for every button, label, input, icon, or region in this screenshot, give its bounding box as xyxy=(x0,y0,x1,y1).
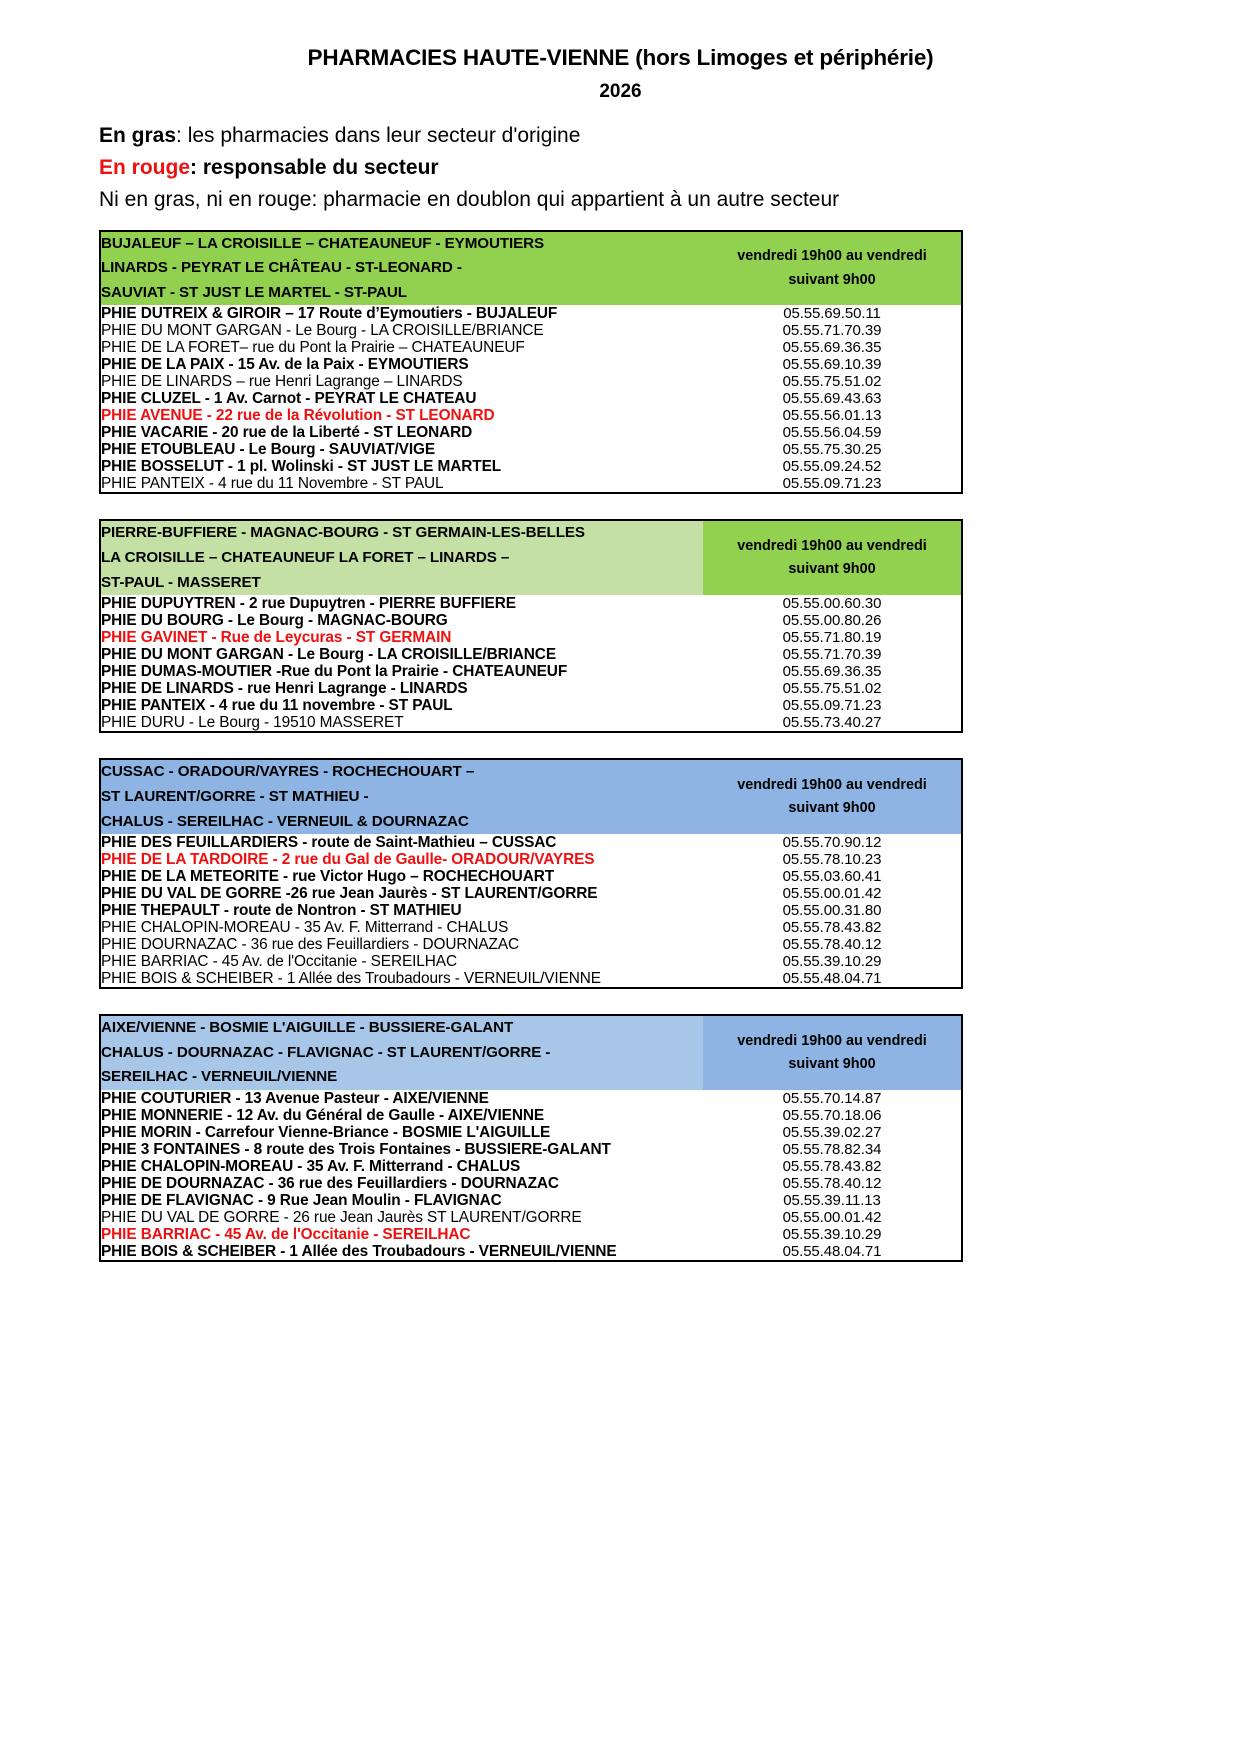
pharmacy-name: PHIE 3 FONTAINES - 8 route des Trois Fontaines - BUSSIERE-GALANT xyxy=(101,1140,611,1158)
sector-header-line: LA CROISILLE – CHATEAUNEUF LA FORET – LINARDS – xyxy=(101,549,510,567)
schedule-line-2: suivant 9h00 xyxy=(788,1056,876,1073)
pharmacy-phone: 05.55.78.40.12 xyxy=(782,936,882,954)
pharmacy-phone: 05.55.00.31.80 xyxy=(782,902,882,920)
pharmacy-name: PHIE DU MONT GARGAN - Le Bourg - LA CROISILLE/BRIANCE xyxy=(101,322,544,340)
pharmacy-name: PHIE DE LA FORET– rue du Pont la Prairie – CHATEAUNEUF xyxy=(101,339,525,357)
sector-header-line: CHALUS - DOURNAZAC - FLAVIGNAC - ST LAURENT/GORRE - xyxy=(101,1043,551,1061)
pharmacy-phone: 05.55.48.04.71 xyxy=(782,970,882,988)
schedule-line-2: suivant 9h00 xyxy=(788,561,876,578)
legend-bold-lead: En gras xyxy=(99,123,177,147)
legend xyxy=(99,120,1241,216)
table-row xyxy=(100,1175,962,1192)
pharmacy-phone: 05.55.48.04.71 xyxy=(782,1243,882,1261)
sector-header-row xyxy=(100,759,962,834)
pharmacy-phone: 05.55.69.36.35 xyxy=(782,339,882,357)
pharmacy-name: PHIE DUTREIX & GIROIR – 17 Route d’Eymoutiers - BUJALEUF xyxy=(101,305,558,323)
sector-header-line: SEREILHAC - VERNEUIL/VIENNE xyxy=(101,1068,338,1086)
pharmacy-phone: 05.55.70.90.12 xyxy=(782,834,882,852)
legend-red-lead: En rouge xyxy=(99,155,191,179)
sector-schedule xyxy=(703,1015,962,1090)
pharmacy-phone: 05.55.00.60.30 xyxy=(782,595,882,613)
table-row xyxy=(100,595,962,612)
pharmacy-name: PHIE COUTURIER - 13 Avenue Pasteur - AIXE/VIENNE xyxy=(101,1089,489,1107)
pharmacy-name: PHIE DES FEUILLARDIERS - route de Saint-Mathieu – CUSSAC xyxy=(101,834,557,852)
sector-header-row xyxy=(100,1015,962,1090)
legend-bold-line xyxy=(99,120,1241,152)
pharmacy-phone: 05.55.56.04.59 xyxy=(782,424,882,442)
pharmacy-phone: 05.55.78.82.34 xyxy=(782,1141,882,1159)
pharmacy-phone: 05.55.39.02.27 xyxy=(782,1124,882,1142)
pharmacy-phone: 05.55.70.14.87 xyxy=(782,1090,882,1108)
sector-header-towns xyxy=(100,759,703,834)
pharmacy-name: PHIE CHALOPIN-MOREAU - 35 Av. F. Mitterrand - CHALUS xyxy=(101,919,509,937)
pharmacy-phone: 05.55.09.71.23 xyxy=(782,697,882,715)
sector-header-line: SAUVIAT - ST JUST LE MARTEL - ST-PAUL xyxy=(101,283,407,301)
pharmacy-phone: 05.55.39.11.13 xyxy=(783,1192,881,1210)
pharmacy-name: PHIE CHALOPIN-MOREAU - 35 Av. F. Mitterrand - CHALUS xyxy=(101,1157,521,1175)
pharmacy-phone: 05.55.69.50.11 xyxy=(783,305,881,323)
table-row xyxy=(100,936,962,953)
pharmacy-phone: 05.55.39.10.29 xyxy=(782,1226,882,1244)
document-year: 2026 xyxy=(599,81,642,103)
sector-header-line: ST-PAUL - MASSERET xyxy=(101,573,261,591)
table-row xyxy=(100,868,962,885)
table-row xyxy=(100,373,962,390)
pharmacy-phone: 05.55.71.70.39 xyxy=(782,646,882,664)
pharmacy-name: PHIE BOSSELUT - 1 pl. Wolinski - ST JUST LE MARTEL xyxy=(101,458,502,476)
legend-red-rest: : responsable du secteur xyxy=(190,155,439,179)
sector-table xyxy=(99,230,963,495)
table-row xyxy=(100,629,962,646)
pharmacy-name: PHIE DE LINARDS – rue Henri Lagrange – LINARDS xyxy=(101,373,463,391)
table-row xyxy=(100,1243,962,1261)
schedule-line-2: suivant 9h00 xyxy=(788,271,876,288)
sector-header-line: CUSSAC - ORADOUR/VAYRES - ROCHECHOUART – xyxy=(101,763,475,781)
pharmacy-phone: 05.55.75.30.25 xyxy=(782,441,882,459)
pharmacy-name: PHIE DU MONT GARGAN - Le Bourg - LA CROISILLE/BRIANCE xyxy=(101,646,556,664)
sector-schedule xyxy=(703,231,962,306)
table-row xyxy=(100,714,962,732)
table-row xyxy=(100,356,962,373)
sector-header-towns xyxy=(100,231,703,306)
sector-header-line: LINARDS - PEYRAT LE CHÂTEAU - ST-LEONARD - xyxy=(101,259,462,277)
pharmacy-phone: 05.55.00.80.26 xyxy=(782,612,882,630)
pharmacy-phone: 05.55.78.43.82 xyxy=(782,919,882,937)
table-row xyxy=(100,1158,962,1175)
pharmacy-phone: 05.55.75.51.02 xyxy=(782,680,882,698)
pharmacy-name: PHIE BOIS & SCHEIBER - 1 Allée des Troubadours - VERNEUIL/VIENNE xyxy=(101,970,601,988)
table-row xyxy=(100,1107,962,1124)
pharmacy-name: PHIE BOIS & SCHEIBER - 1 Allée des Troubadours - VERNEUIL/VIENNE xyxy=(101,1242,617,1260)
pharmacy-name: PHIE DUMAS-MOUTIER -Rue du Pont la Prairie - CHATEAUNEUF xyxy=(101,663,568,681)
pharmacy-phone: 05.55.75.51.02 xyxy=(782,373,882,391)
pharmacy-phone: 05.55.71.70.39 xyxy=(782,322,882,340)
sector-header-row xyxy=(100,231,962,306)
pharmacy-name: PHIE DE LA METEORITE - rue Victor Hugo – ROCHECHOUART xyxy=(101,868,555,886)
sector-header-line: CHALUS - SEREILHAC - VERNEUIL & DOURNAZAC xyxy=(101,812,469,830)
schedule-line-2: suivant 9h00 xyxy=(788,800,876,817)
table-row xyxy=(100,441,962,458)
pharmacy-phone: 05.55.73.40.27 xyxy=(782,714,882,732)
schedule-line-1: vendredi 19h00 au vendredi xyxy=(737,776,927,793)
pharmacy-name: PHIE DE LA PAIX - 15 Av. de la Paix - EYMOUTIERS xyxy=(101,356,469,374)
pharmacy-name: PHIE PANTEIX - 4 rue du 11 Novembre - ST PAUL xyxy=(101,475,444,493)
table-row xyxy=(100,1124,962,1141)
legend-plain-line: Ni en gras, ni en rouge: pharmacie en doublon qui appartient à un autre secteur xyxy=(99,187,840,211)
sector-header-towns xyxy=(100,1015,703,1090)
table-row xyxy=(100,885,962,902)
sector-table xyxy=(99,1014,963,1262)
pharmacy-phone: 05.55.78.10.23 xyxy=(782,851,882,869)
pharmacy-name: PHIE DE DOURNAZAC - 36 rue des Feuillardiers - DOURNAZAC xyxy=(101,1174,559,1192)
page-title: PHARMACIES HAUTE-VIENNE (hors Limoges et périphérie) xyxy=(307,45,934,70)
pharmacy-phone: 05.55.00.01.42 xyxy=(782,885,882,903)
pharmacy-phone: 05.55.09.24.52 xyxy=(782,458,882,476)
sector-tables xyxy=(99,230,963,1263)
table-row xyxy=(100,902,962,919)
sector-schedule xyxy=(703,759,962,834)
table-row xyxy=(100,424,962,441)
sector-header-row xyxy=(100,520,962,595)
table-row xyxy=(100,305,962,322)
pharmacy-name: PHIE DURU - Le Bourg - 19510 MASSERET xyxy=(101,714,404,732)
table-row xyxy=(100,646,962,663)
table-row xyxy=(100,1192,962,1209)
pharmacy-phone: 05.55.69.43.63 xyxy=(782,390,882,408)
pharmacy-name: PHIE DU BOURG - Le Bourg - MAGNAC-BOURG xyxy=(101,612,448,630)
sector-schedule xyxy=(703,520,962,595)
schedule-line-1: vendredi 19h00 au vendredi xyxy=(737,248,927,265)
pharmacy-name: PHIE DUPUYTREN - 2 rue Dupuytren - PIERRE BUFFIERE xyxy=(101,595,516,613)
pharmacy-name: PHIE BARRIAC - 45 Av. de l'Occitanie - SEREILHAC xyxy=(101,953,457,971)
table-row xyxy=(100,458,962,475)
legend-bold-rest: : les pharmacies dans leur secteur d'origine xyxy=(176,123,581,147)
pharmacy-name: PHIE DOURNAZAC - 36 rue des Feuillardiers - DOURNAZAC xyxy=(101,936,520,954)
table-row xyxy=(100,663,962,680)
pharmacy-name: PHIE DU VAL DE GORRE - 26 rue Jean Jaurès ST LAURENT/GORRE xyxy=(101,1208,582,1226)
pharmacy-phone: 05.55.71.80.19 xyxy=(782,629,882,647)
pharmacy-phone: 05.55.00.01.42 xyxy=(782,1209,882,1227)
pharmacy-name: PHIE PANTEIX - 4 rue du 11 novembre - ST PAUL xyxy=(101,697,453,715)
legend-red-line xyxy=(99,152,1241,184)
table-row xyxy=(100,612,962,629)
table-row xyxy=(100,851,962,868)
pharmacy-phone: 05.55.78.43.82 xyxy=(782,1158,882,1176)
table-row xyxy=(100,475,962,493)
pharmacy-name: PHIE BARRIAC - 45 Av. de l'Occitanie - SEREILHAC xyxy=(101,1225,471,1243)
pharmacy-name: PHIE MORIN - Carrefour Vienne-Briance - BOSMIE L'AIGUILLE xyxy=(101,1123,551,1141)
table-row xyxy=(100,1209,962,1226)
table-row xyxy=(100,1090,962,1107)
sector-header-line: ST LAURENT/GORRE - ST MATHIEU - xyxy=(101,787,369,805)
pharmacy-name: PHIE DU VAL DE GORRE -26 rue Jean Jaurès - ST LAURENT/GORRE xyxy=(101,885,598,903)
table-row xyxy=(100,407,962,424)
sector-table xyxy=(99,758,963,989)
sector-header-line: PIERRE-BUFFIERE - MAGNAC-BOURG - ST GERMAIN-LES-BELLES xyxy=(101,524,585,542)
table-row xyxy=(100,953,962,970)
pharmacy-name: PHIE ETOUBLEAU - Le Bourg - SAUVIAT/VIGE xyxy=(101,441,436,459)
sector-header-line: BUJALEUF – LA CROISILLE – CHATEAUNEUF - EYMOUTIERS xyxy=(101,234,545,252)
pharmacy-name: PHIE GAVINET - Rue de Leycuras - ST GERMAIN xyxy=(101,629,452,647)
title-block xyxy=(0,44,1241,104)
sector-table xyxy=(99,519,963,733)
table-row xyxy=(100,339,962,356)
pharmacy-phone: 05.55.69.36.35 xyxy=(782,663,882,681)
table-row xyxy=(100,834,962,851)
pharmacy-phone: 05.55.03.60.41 xyxy=(782,868,882,886)
pharmacy-name: PHIE THEPAULT - route de Nontron - ST MATHIEU xyxy=(101,902,462,920)
pharmacy-name: PHIE DE FLAVIGNAC - 9 Rue Jean Moulin - FLAVIGNAC xyxy=(101,1191,502,1209)
pharmacy-phone: 05.55.70.18.06 xyxy=(782,1107,882,1125)
pharmacy-name: PHIE DE LA TARDOIRE - 2 rue du Gal de Gaulle- ORADOUR/VAYRES xyxy=(101,851,595,869)
table-row xyxy=(100,970,962,988)
pharmacy-phone: 05.55.09.71.23 xyxy=(782,475,882,493)
schedule-line-1: vendredi 19h00 au vendredi xyxy=(737,538,927,555)
schedule-line-1: vendredi 19h00 au vendredi xyxy=(737,1032,927,1049)
table-row xyxy=(100,919,962,936)
sector-header-towns xyxy=(100,520,703,595)
table-row xyxy=(100,1141,962,1158)
table-row xyxy=(100,322,962,339)
table-row xyxy=(100,1226,962,1243)
pharmacy-phone: 05.55.56.01.13 xyxy=(782,407,882,425)
pharmacy-name: PHIE CLUZEL - 1 Av. Carnot - PEYRAT LE CHATEAU xyxy=(101,390,477,408)
pharmacy-name: PHIE AVENUE - 22 rue de la Révolution - ST LEONARD xyxy=(101,407,495,425)
table-row xyxy=(100,697,962,714)
pharmacy-phone: 05.55.78.40.12 xyxy=(782,1175,882,1193)
table-row xyxy=(100,390,962,407)
sector-header-line: AIXE/VIENNE - BOSMIE L'AIGUILLE - BUSSIERE-GALANT xyxy=(101,1019,514,1037)
table-row xyxy=(100,680,962,697)
pharmacy-name: PHIE DE LINARDS - rue Henri Lagrange - LINARDS xyxy=(101,680,468,698)
pharmacy-name: PHIE MONNERIE - 12 Av. du Général de Gaulle - AIXE/VIENNE xyxy=(101,1106,545,1124)
pharmacy-phone: 05.55.39.10.29 xyxy=(782,953,882,971)
pharmacy-name: PHIE VACARIE - 20 rue de la Liberté - ST LEONARD xyxy=(101,424,473,442)
pharmacy-phone: 05.55.69.10.39 xyxy=(782,356,882,374)
